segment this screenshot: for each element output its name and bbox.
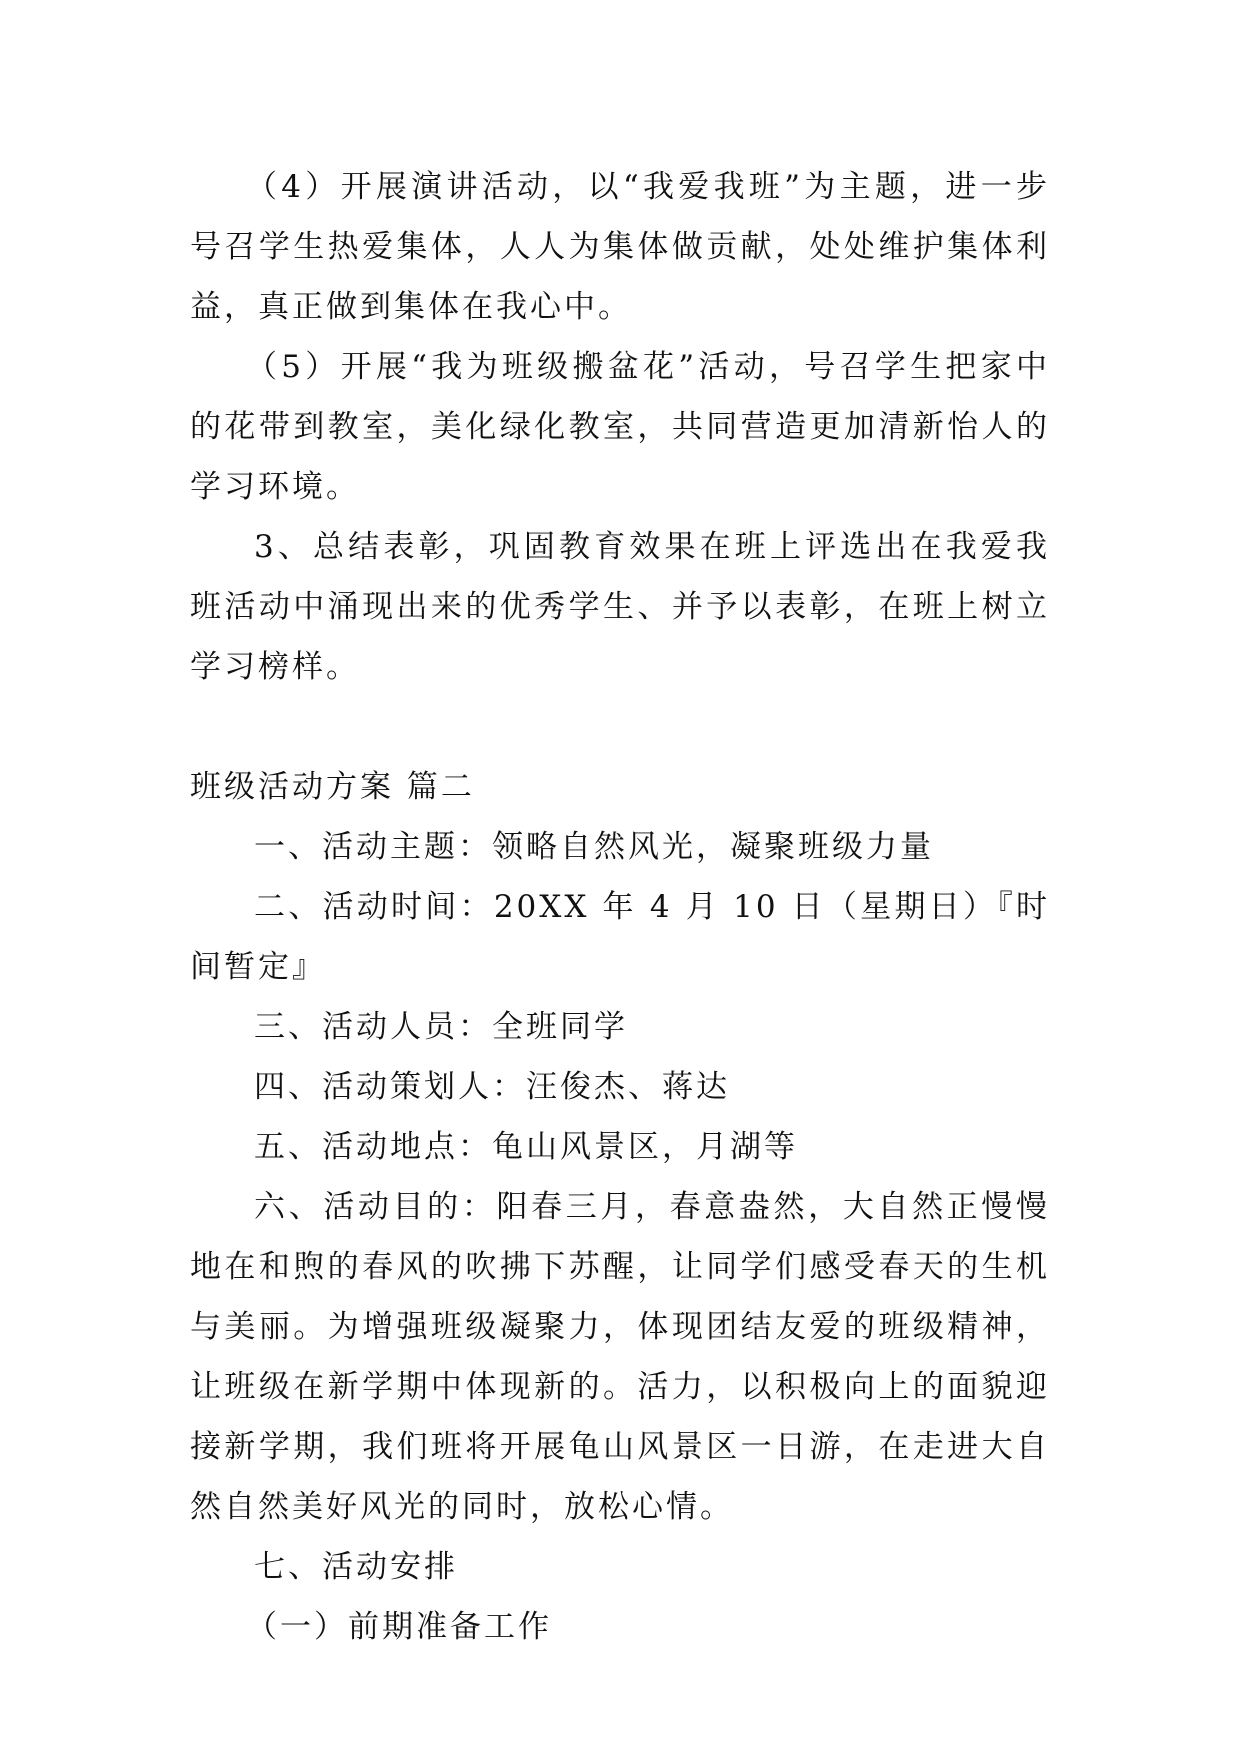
- item-location: 五、活动地点：龟山风景区，月湖等: [254, 1129, 798, 1165]
- paragraph-summary-commendation: 3、总结表彰，巩固教育效果在班上评选出在我爱我班活动中涌现出来的优秀学生、并予以表彰，在班上树立学习榜样。: [190, 529, 1050, 685]
- item-planners: 四、活动策划人：汪俊杰、蒋达: [254, 1069, 730, 1105]
- item-theme: 一、活动主题：领略自然风光，凝聚班级力量: [254, 829, 934, 865]
- item-purpose: 六、活动目的：阳春三月，春意盎然，大自然正慢慢地在和煦的春风的吹拂下苏醒，让同学们感受春天的生机与美丽。为增强班级凝聚力，体现团结友爱的班级精神，让班级在新学期中体现新的。活力，以积极向上的面貌迎接新学期，我们班将开展龟山风景区一日游，在走进大自然自然美好风光的同时，放松心情。: [190, 1189, 1050, 1525]
- section-title: 班级活动方案 篇二: [190, 769, 475, 805]
- item-arrangement: 七、活动安排: [254, 1549, 458, 1585]
- paragraph-activity-5: （5）开展“我为班级搬盆花”活动，号召学生把家中的花带到教室，美化绿化教室，共同营造更加清新怡人的学习环境。: [190, 349, 1050, 505]
- item-time: 二、活动时间：20XX 年 4 月 10 日（星期日）『时间暂定』: [190, 889, 1050, 985]
- paragraph-activity-4: （4）开展演讲活动，以“我爱我班”为主题，进一步号召学生热爱集体，人人为集体做贡献，处处维护集体利益，真正做到集体在我心中。: [190, 169, 1050, 325]
- item-participants: 三、活动人员：全班同学: [254, 1009, 628, 1045]
- document-body: [190, 157, 1050, 1657]
- item-preparation: （一）前期准备工作: [246, 1609, 552, 1645]
